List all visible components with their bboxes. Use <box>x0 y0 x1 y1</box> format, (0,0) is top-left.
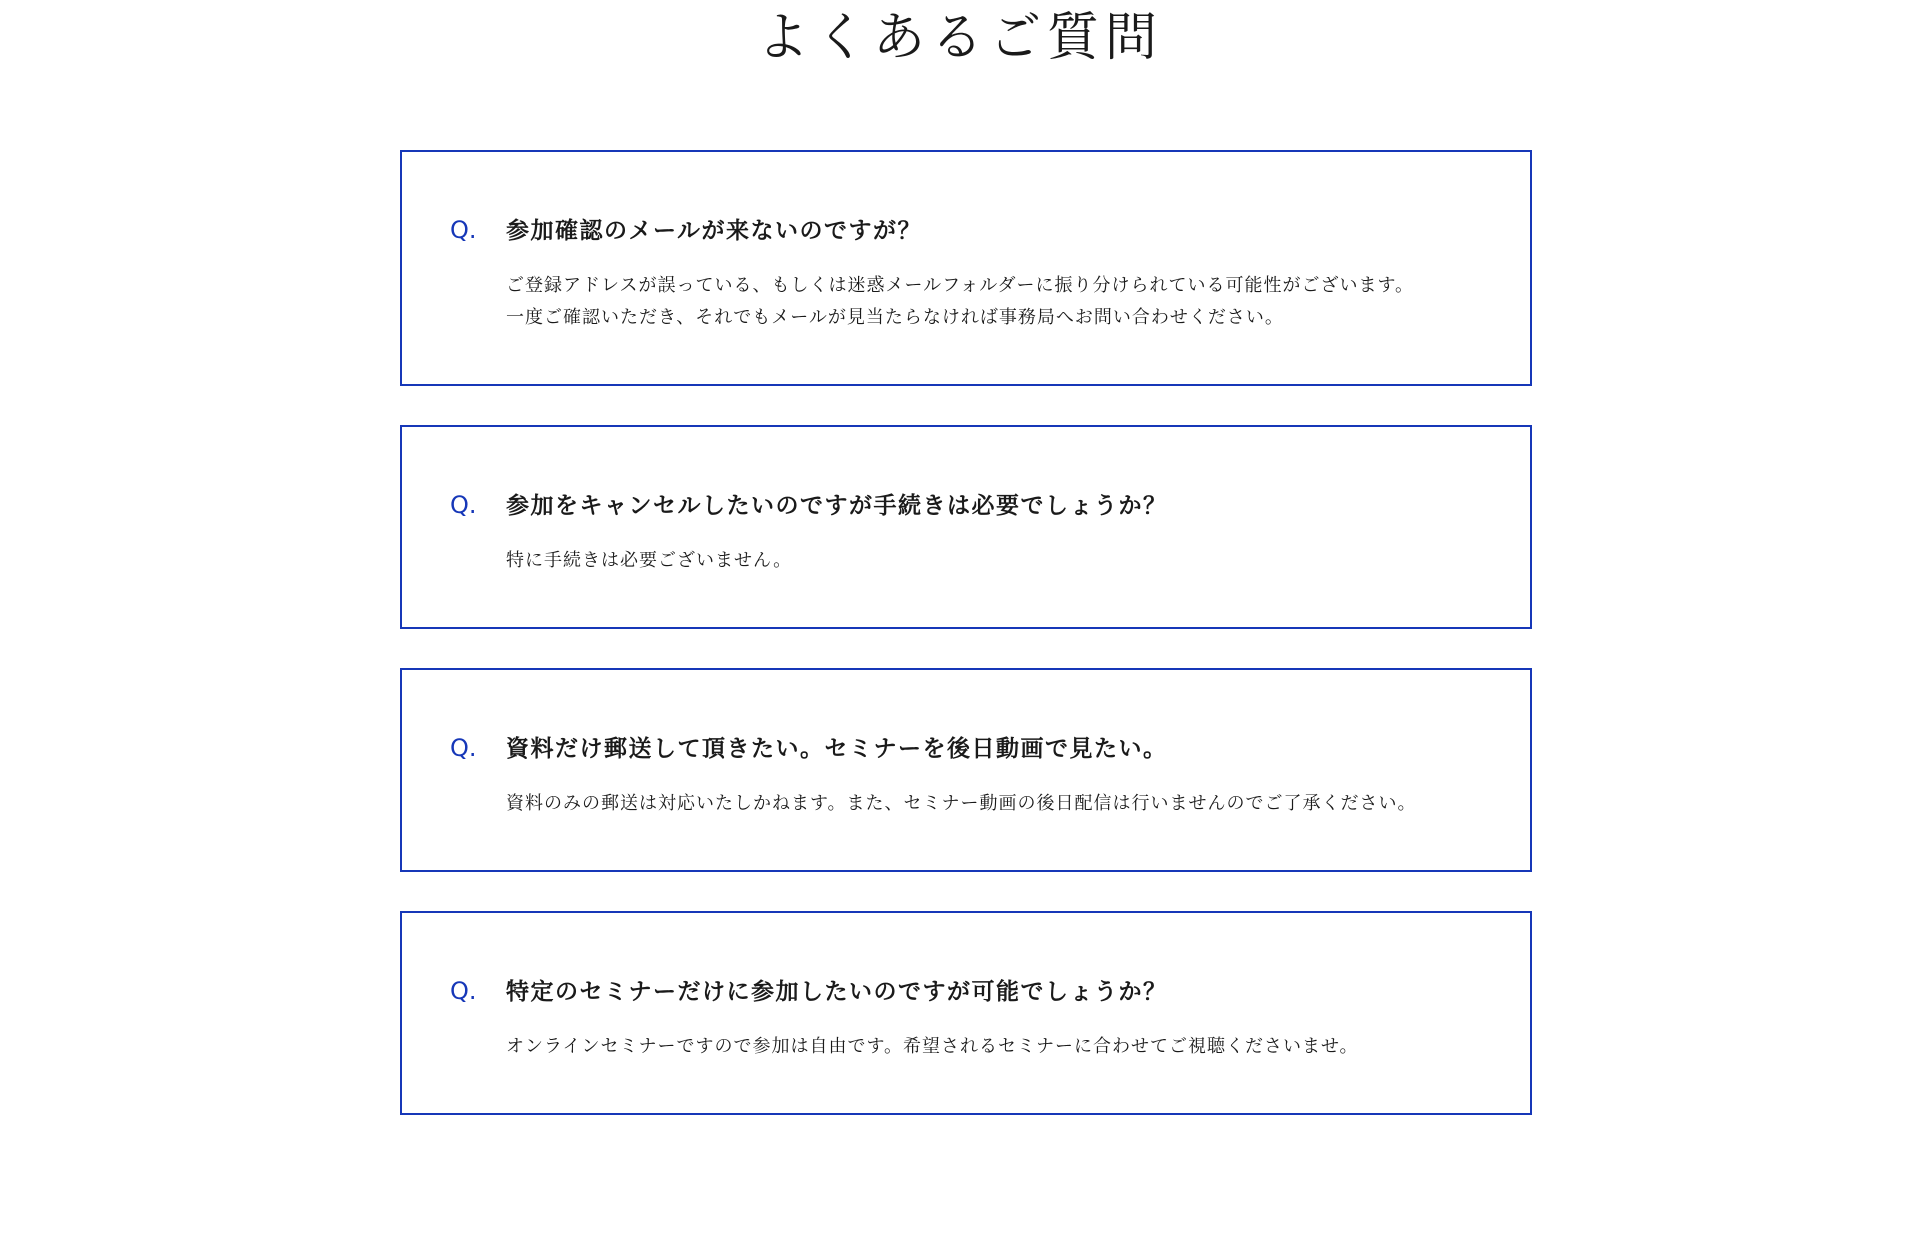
faq-answer-line: 資料のみの郵送は対応いたしかねます。また、セミナー動画の後日配信は行いませんのでご了承ください。 <box>506 793 1417 814</box>
faq-answer-line: 特に手続きは必要ございません。 <box>506 550 793 571</box>
faq-question: 参加をキャンセルしたいのですが手続きは必要でしょうか？ <box>506 493 1168 519</box>
faq-item-materials-video <box>400 668 1532 872</box>
faq-question: 資料だけ郵送して頂きたい。セミナーを後日動画で見たい。 <box>506 736 1168 762</box>
faq-question: 特定のセミナーだけに参加したいのですが可能でしょうか？ <box>506 979 1168 1005</box>
faq-question: 参加確認のメールが来ないのですが？ <box>506 218 923 244</box>
faq-answer-line: ご登録アドレスが誤っている、もしくは迷惑メールフォルダーに振り分けられている可能性がございます。 <box>506 275 1415 296</box>
question-mark-label: Q. <box>450 491 477 519</box>
faq-answer <box>506 788 1417 820</box>
faq-item-specific-seminar <box>400 911 1532 1115</box>
page-title: よくあるご質問 <box>756 8 1163 68</box>
faq-question-row <box>450 730 1168 763</box>
faq-answer <box>506 270 1414 334</box>
faq-list <box>400 150 1532 1154</box>
faq-answer-line: 一度ご確認いただき、それでもメールが見当たらなければ事務局へお問い合わせください。 <box>506 307 1284 328</box>
faq-answer-line: オンラインセミナーですので参加は自由です。希望されるセミナーに合わせてご視聴くださいませ。 <box>506 1036 1359 1057</box>
question-mark-label: Q. <box>450 977 477 1005</box>
faq-item-cancel <box>400 425 1532 629</box>
faq-answer <box>506 545 792 577</box>
faq-answer <box>506 1031 1358 1063</box>
faq-question-row <box>450 973 1168 1006</box>
faq-item-mail-not-received <box>400 150 1532 386</box>
faq-question-row <box>450 487 1168 520</box>
faq-question-row <box>450 212 922 245</box>
question-mark-label: Q. <box>450 734 477 762</box>
question-mark-label: Q. <box>450 216 477 244</box>
